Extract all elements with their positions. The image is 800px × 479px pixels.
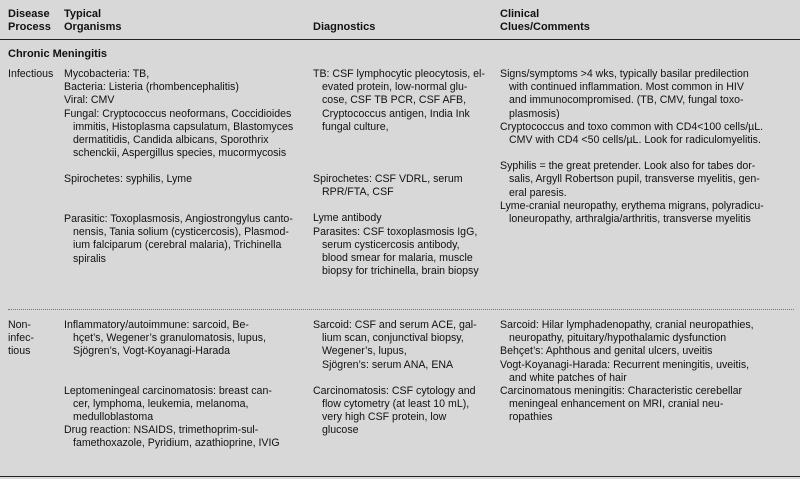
cell-line: cose, CSF TB PCR, CSF AFB, — [322, 94, 467, 107]
header-text: Process — [8, 21, 51, 33]
cell-line: and immunocompromised. (TB, CMV, fungal toxo- — [509, 94, 744, 107]
cell-line: and white patches of hair — [509, 371, 627, 384]
cell-line — [64, 200, 293, 213]
cell-line: salis, Argyll Robertson pupil, transverse myelitis, gen- — [509, 173, 760, 186]
cell-line: dermatitidis, Candida albicans, Sporothrix — [73, 134, 269, 147]
cell-line: CMV with CD4 <50 cells/µL. Look for radiculomyelitis. — [509, 134, 761, 147]
header-diagnostics — [313, 21, 375, 34]
cell-line: Spirochetes: syphilis, Lyme — [64, 173, 192, 186]
cell-line: glucose — [322, 424, 359, 437]
header-typical-organisms — [64, 8, 121, 34]
cell-line: fungal culture, — [322, 120, 389, 133]
cell-line: with continued inflammation. Most common in HIV — [509, 81, 744, 94]
table-header — [0, 0, 800, 39]
cell-line: nensis, Tania solium (cysticercosis), Plasmod- — [73, 226, 289, 239]
cell-line: RPR/FTA, CSF — [322, 186, 394, 199]
cell-line: eral paresis. — [509, 186, 567, 199]
cell-line: spiralis — [73, 252, 106, 265]
cell-line: lium scan, conjunctival biopsy, — [322, 332, 464, 345]
cell-line: medulloblastoma — [73, 411, 154, 424]
cell-line: hçet’s, Wegener’s granulomatosis, lupus, — [73, 332, 266, 345]
header-rule — [0, 39, 800, 40]
cell-line: Viral: CMV — [64, 94, 115, 107]
cell-line: TB: CSF lymphocytic pleocytosis, el- — [313, 68, 485, 80]
cell-line: Inflammatory/autoimmune: sarcoid, Be- — [64, 319, 249, 331]
process-text: Non- — [8, 319, 31, 331]
cell-line: evated protein, low-normal glu- — [322, 81, 468, 94]
diagnostics-cell — [313, 68, 485, 278]
header-text: Clinical — [500, 8, 540, 20]
header-text: Clues/Comments — [500, 21, 590, 33]
cell-line: Syphilis = the great pretender. Look also for tabes dor- — [500, 160, 756, 173]
cell-line: Sarcoid: CSF and serum ACE, gal- — [313, 319, 477, 331]
cell-line: meningeal enhancement on MRI, cranial neu- — [509, 398, 724, 411]
bottom-rule — [0, 476, 800, 477]
cell-line: Bacteria: Listeria (rhombencephalitis) — [64, 81, 239, 94]
header-disease-process — [8, 8, 51, 34]
cell-line: Spirochetes: CSF VDRL, serum — [313, 173, 463, 186]
process-label — [8, 319, 34, 359]
cell-line: Drug reaction: NSAIDS, trimethoprim-sul- — [64, 424, 259, 437]
cell-line — [64, 187, 293, 200]
header-text: Organisms — [64, 21, 122, 33]
process-text: tious — [8, 345, 31, 358]
cell-line: immitis, Histoplasma capsulatum, Blastomyces — [73, 120, 294, 133]
cell-line: famethoxazole, Pyridium, azathioprine, IVIG — [73, 437, 280, 450]
cell-line: blood smear for malaria, muscle — [322, 252, 473, 265]
cell-line: Parasitic: Toxoplasmosis, Angiostrongylus canto- — [64, 213, 293, 226]
cell-line: biopsy for trichinella, brain biopsy — [322, 265, 479, 278]
organisms-cell — [64, 68, 293, 266]
cell-line: Carcinomatous meningitis: Characteristic cerebellar — [500, 385, 742, 398]
cell-line: Sarcoid: Hilar lymphadenopathy, cranial neuropathies, — [500, 319, 754, 331]
cell-line: Vogt-Koyanagi-Harada: Recurrent meningitis, uveitis, — [500, 358, 750, 371]
cell-line: Fungal: Cryptococcus neoformans, Coccidioides — [64, 107, 292, 120]
cell-line: Behçet’s: Aphthous and genital ulcers, uveitis — [500, 345, 713, 358]
cell-line: flow cytometry (at least 10 mL), — [322, 398, 470, 411]
header-text: Diagnostics — [313, 21, 376, 33]
cell-line: Sjögren’s: serum ANA, ENA — [322, 358, 454, 371]
cell-line: Carcinomatosis: CSF cytology and — [313, 384, 476, 397]
cell-line: Lyme-cranial neuropathy, erythema migrans, polyradicu- — [500, 199, 764, 212]
cell-line: Lyme antibody — [313, 212, 382, 225]
cell-line: loneuropathy, arthralgia/arthritis, transverse myelitis — [509, 213, 751, 226]
section-title: Chronic Meningitis — [8, 48, 107, 60]
cell-line: Parasites: CSF toxoplasmosis IgG, — [313, 225, 478, 238]
cell-line: cer, lymphoma, leukemia, melanoma, — [73, 397, 249, 410]
clues-cell — [500, 68, 764, 226]
cell-line: Cryptococcus antigen, India Ink — [322, 107, 470, 120]
row-divider — [8, 309, 794, 310]
cell-line: plasmosis) — [509, 107, 560, 120]
cell-line: neuropathy, pituitary/hypothalamic dysfunction — [509, 332, 727, 345]
cell-line: Sjögren’s, Vogt-Koyanagi-Harada — [73, 345, 231, 358]
header-text: Typical — [64, 8, 102, 20]
diagnostics-cell — [313, 319, 477, 438]
organisms-cell — [64, 319, 280, 451]
cell-line: Leptomeningeal carcinomatosis: breast can- — [64, 384, 272, 397]
process-text: infec- — [8, 332, 34, 345]
cell-line: schenckii, Aspergillus species, mucormycosis — [73, 147, 287, 160]
cell-line: Mycobacteria: TB, — [64, 68, 150, 80]
process-label — [8, 68, 53, 81]
cell-line: very high CSF protein, low — [322, 411, 447, 424]
cell-line: Signs/symptoms >4 wks, typically basilar predilection — [500, 68, 749, 80]
cell-line: ium falciparum (cerebral malaria), Trichinella — [73, 239, 282, 252]
cell-line: Cryptococcus and toxo common with CD4<100 cells/µL. — [500, 120, 764, 133]
header-clinical-clues — [500, 8, 590, 34]
process-text: Infectious — [8, 68, 54, 80]
cell-line: ropathies — [509, 411, 553, 424]
header-text: Disease — [8, 8, 50, 20]
clues-cell — [500, 319, 754, 425]
cell-line: serum cysticercosis antibody, — [322, 238, 460, 251]
cell-line: Wegener’s, lupus, — [322, 345, 407, 358]
